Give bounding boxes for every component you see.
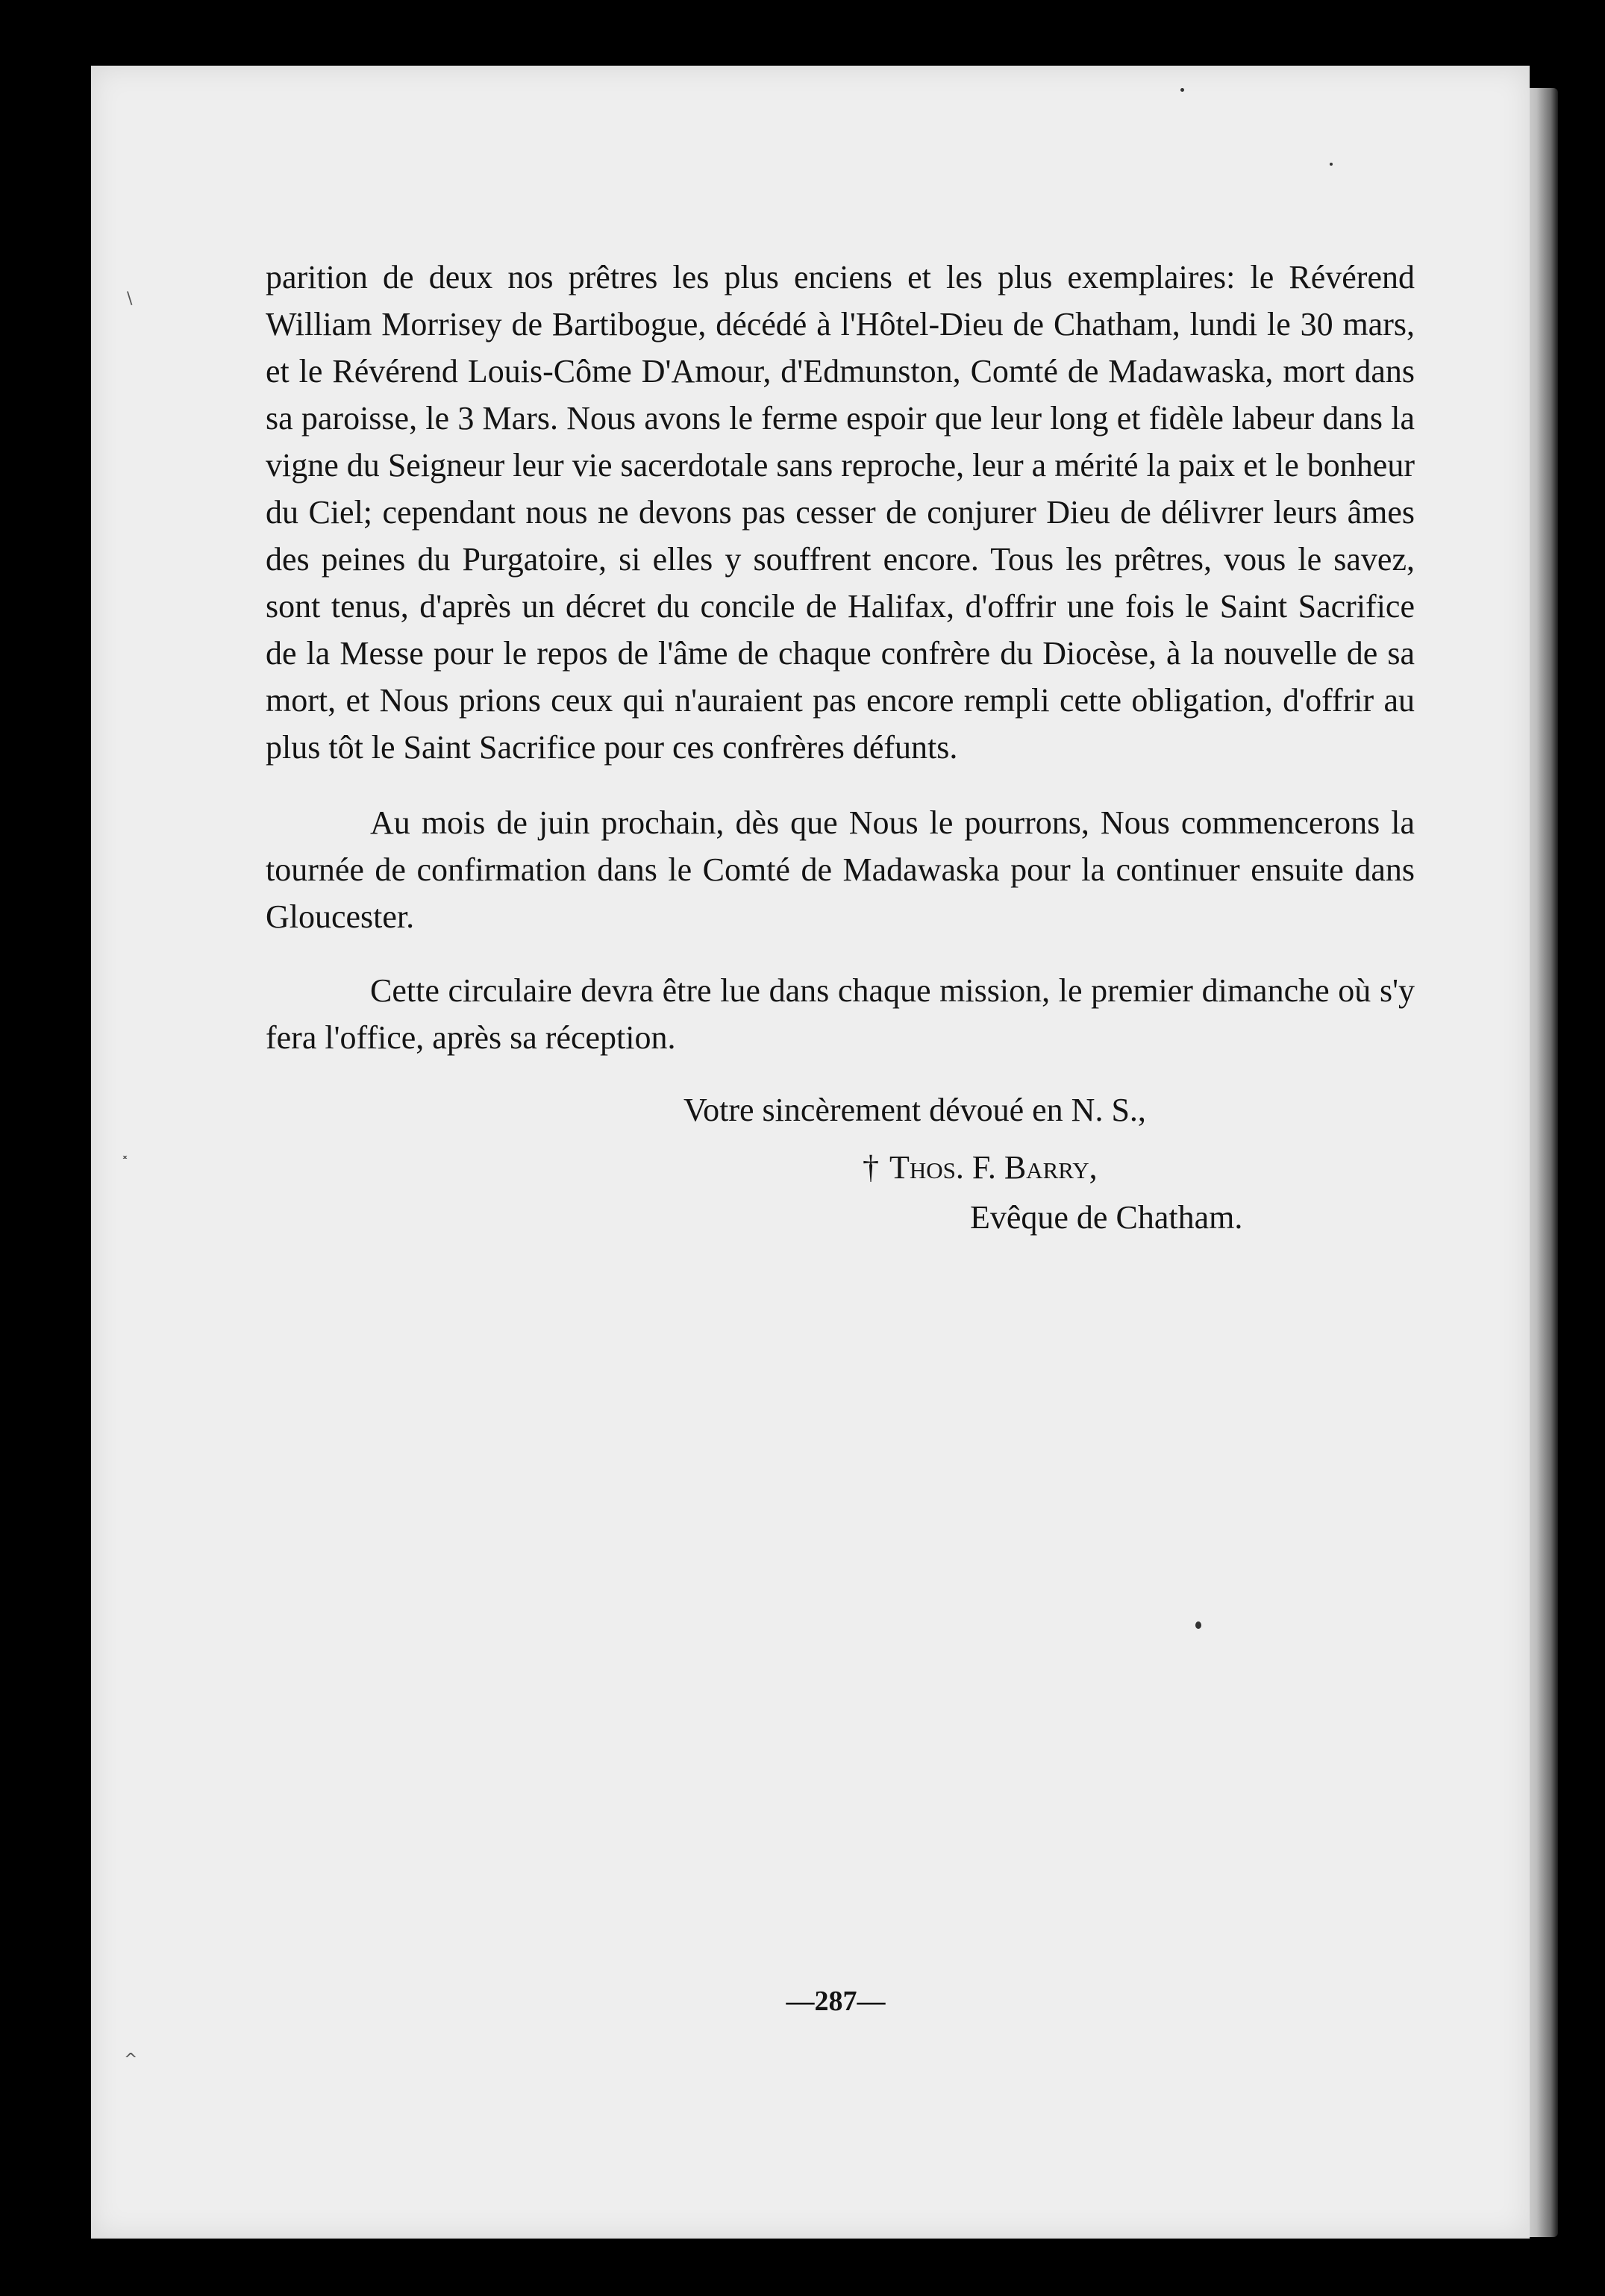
signature-title: Evêque de Chatham. [970,1199,1243,1236]
signature-name: Thos. F. Barry, [889,1149,1098,1186]
signature-line [266,1144,1415,1191]
page-number: —287— [786,1986,886,2017]
closing-salutation: Votre sincèrement dévoué en N. S., [683,1092,1146,1128]
dust-speck [1180,88,1184,92]
dust-speck [1195,1621,1201,1629]
paragraph-deceased-priests: parition de deux nos prêtres les plus enciens et les plus exemplaires: le Révérend William Morrisey de Bartibogue, décédé à l'Hôtel-Dieu de Chatham, lundi le 30 mars, et le Révérend Louis-Côme D'Amour, d'Edmunston, Comté de Madawaska, mort dans sa paroisse, le 3 Mars. Nous avons le ferme espoir que leur long et fidèle labeur dans la vigne du Seigneur leur vie sacerdotale sans reproche, leur a mérité la paix et le bonheur du Ciel; cependant nous ne devons pas cesser de conjurer Dieu de délivrer leurs âmes des peines du Purgatoire, si elles y souffrent encore. Tous les prêtres, vous le savez, sont tenus, d'après un décret du concile de Halifax, d'offrir une fois le Saint Sacrifice de la Messe pour le repos de l'âme de chaque confrère du Diocèse, à la nouvelle de sa mort, et Nous prions ceux qui n'auraient pas encore rempli cette obligation, d'offrir au plus tôt le Saint Sacrifice pour ces confrères défunts. [266,259,1415,766]
paragraph-confirmation-tour: Au mois de juin prochain, dès que Nous le pourrons, Nous commencerons la tournée de confirmation dans le Comté de Madawaska pour la continuer ensuite dans Gloucester. [266,804,1415,935]
margin-mark: ˟ [121,1155,129,1174]
margin-mark: ^ [124,2051,138,2069]
margin-mark: \ [127,290,133,308]
paragraph-reading-instruction: Cette circulaire devra être lue dans chaque mission, le premier dimanche où s'y fera l'office, après sa réception. [266,972,1415,1056]
dust-speck [1330,163,1333,166]
letter-body [266,254,1415,1241]
episcopal-cross-icon: † [863,1149,879,1186]
